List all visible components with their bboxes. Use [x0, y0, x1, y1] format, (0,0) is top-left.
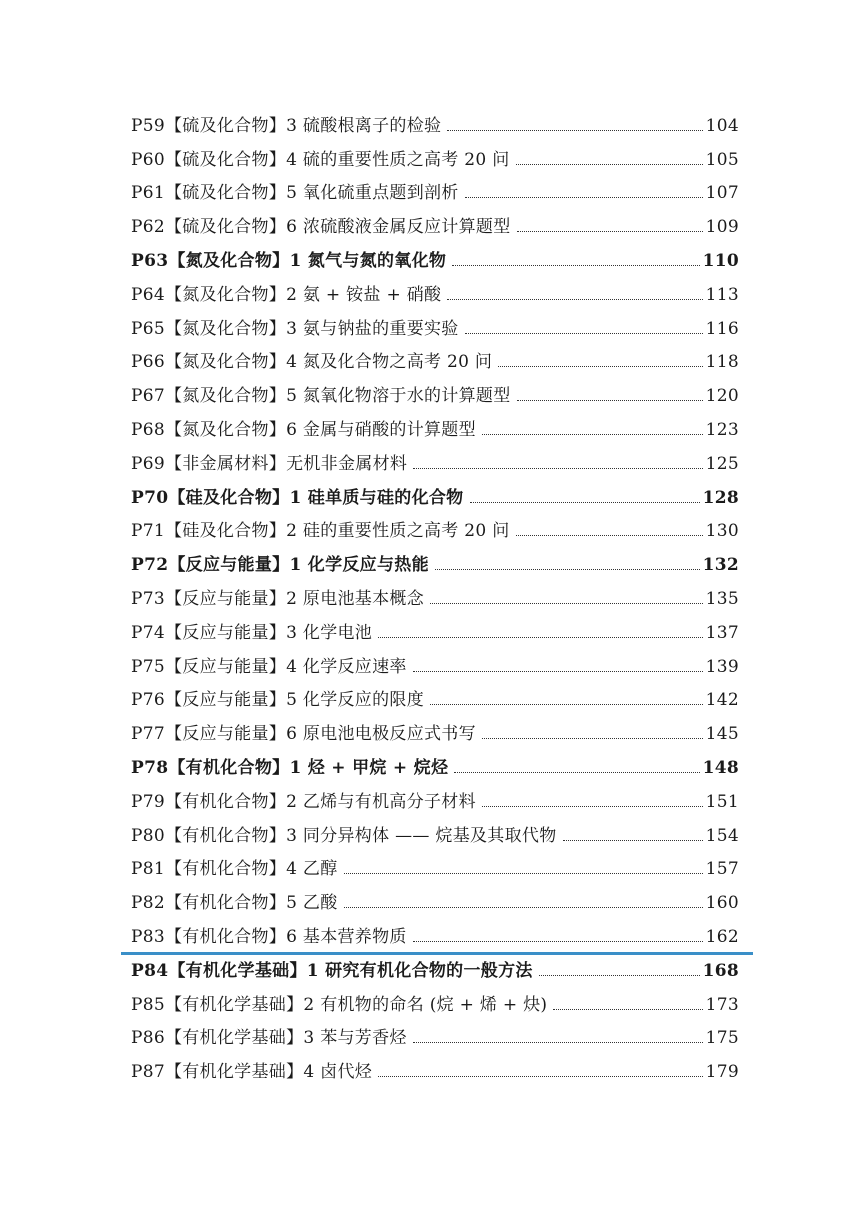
toc-leader-dots [517, 400, 703, 401]
toc-entry-title: P63【氮及化合物】1 氮气与氮的氧化物 [131, 250, 447, 271]
toc-leader-dots [539, 975, 700, 976]
toc-entry-title: P77【反应与能量】6 原电池电极反应式书写 [131, 724, 476, 745]
toc-entry-page-number: 130 [705, 521, 739, 542]
toc-entry-title: P73【反应与能量】2 原电池基本概念 [131, 588, 424, 609]
section-divider [121, 952, 753, 955]
toc-entry-title: P78【有机化合物】1 烃 + 甲烷 + 烷烃 [131, 757, 449, 778]
toc-leader-dots [430, 704, 703, 705]
toc-entry-title: P68【氮及化合物】6 金属与硝酸的计算题型 [131, 419, 476, 440]
toc-entry-page-number: 123 [705, 419, 739, 440]
toc-entry-page-number: 132 [702, 555, 739, 576]
toc-entry[interactable] [131, 345, 739, 379]
toc-entry-title: P59【硫及化合物】3 硫酸根离子的检验 [131, 115, 442, 136]
toc-entry-title: P82【有机化合物】5 乙酸 [131, 893, 338, 914]
toc-entry[interactable] [131, 852, 739, 886]
toc-entry-title: P67【氮及化合物】5 氮氧化物溶于水的计算题型 [131, 386, 511, 407]
toc-entry-title: P74【反应与能量】3 化学电池 [131, 622, 373, 643]
toc-entry-title: P79【有机化合物】2 乙烯与有机高分子材料 [131, 791, 476, 812]
toc-leader-dots [482, 738, 703, 739]
toc-entry-title: P65【氮及化合物】3 氨与钠盐的重要实验 [131, 318, 459, 339]
toc-leader-dots [378, 1076, 703, 1077]
toc-entry[interactable] [131, 649, 739, 683]
toc-entry-page-number: 125 [705, 453, 739, 474]
toc-entry[interactable] [131, 277, 739, 311]
toc-leader-dots [344, 907, 703, 908]
toc-entry-page-number: 105 [705, 149, 739, 170]
toc-entry[interactable] [131, 311, 739, 345]
toc-entry-page-number: 175 [705, 1028, 739, 1049]
toc-entry[interactable] [131, 784, 739, 818]
toc-leader-dots [435, 569, 700, 570]
toc-leader-dots [563, 840, 703, 841]
toc-entry[interactable] [131, 108, 739, 142]
toc-entry-page-number: 157 [705, 859, 739, 880]
toc-entry-page-number: 104 [705, 115, 739, 136]
toc-leader-dots [465, 197, 703, 198]
toc-leader-dots [553, 1009, 702, 1010]
toc-entry-page-number: 137 [705, 622, 739, 643]
toc-leader-dots [430, 603, 703, 604]
toc-entry-page-number: 118 [705, 352, 739, 373]
toc-entry[interactable] [131, 919, 739, 953]
toc-entry[interactable] [131, 953, 739, 987]
toc-entry-page-number: 107 [705, 183, 739, 204]
toc-entry-page-number: 173 [705, 994, 739, 1015]
toc-leader-dots [378, 637, 703, 638]
toc-entry-title: P62【硫及化合物】6 浓硫酸液金属反应计算题型 [131, 217, 511, 238]
toc-entry-title: P80【有机化合物】3 同分异构体 —— 烷基及其取代物 [131, 825, 557, 846]
toc-entry-page-number: 139 [705, 656, 739, 677]
toc-entry-page-number: 162 [705, 926, 739, 947]
toc-entry[interactable] [131, 1054, 739, 1088]
toc-entry-title: P60【硫及化合物】4 硫的重要性质之高考 20 问 [131, 149, 510, 170]
toc-entry[interactable] [131, 446, 739, 480]
toc-entry-page-number: 116 [705, 318, 739, 339]
toc-leader-dots [447, 299, 702, 300]
toc-leader-dots [452, 265, 699, 266]
toc-entry[interactable] [131, 818, 739, 852]
toc-entry-title: P61【硫及化合物】5 氧化硫重点题到剖析 [131, 183, 459, 204]
toc-leader-dots [413, 671, 703, 672]
toc-entry[interactable] [131, 514, 739, 548]
toc-leader-dots [516, 535, 703, 536]
toc-leader-dots [517, 231, 703, 232]
toc-entry-title: P72【反应与能量】1 化学反应与热能 [131, 555, 429, 576]
toc-entry-page-number: 168 [702, 960, 739, 981]
toc-entry-title: P85【有机化学基础】2 有机物的命名 (烷 + 烯 + 炔) [131, 994, 548, 1015]
toc-entry[interactable] [131, 987, 739, 1021]
toc-entry[interactable] [131, 243, 739, 277]
toc-leader-dots [413, 1042, 703, 1043]
toc-entry[interactable] [131, 378, 739, 412]
toc-leader-dots [413, 468, 702, 469]
toc-entry[interactable] [131, 142, 739, 176]
toc-entry[interactable] [131, 885, 739, 919]
toc-entry-page-number: 135 [705, 588, 739, 609]
toc-leader-dots [516, 164, 703, 165]
toc-entry[interactable] [131, 716, 739, 750]
toc-entry-title: P81【有机化合物】4 乙醇 [131, 859, 338, 880]
toc-entry-page-number: 160 [705, 893, 739, 914]
toc-entry[interactable] [131, 1021, 739, 1055]
toc-entry-title: P83【有机化合物】6 基本营养物质 [131, 926, 407, 947]
toc-leader-dots [470, 502, 700, 503]
toc-entry[interactable] [131, 480, 739, 514]
toc-entry-title: P75【反应与能量】4 化学反应速率 [131, 656, 407, 677]
toc-entry-page-number: 179 [705, 1062, 739, 1083]
toc-entry-title: P71【硅及化合物】2 硅的重要性质之高考 20 问 [131, 521, 510, 542]
toc-entry-page-number: 142 [705, 690, 739, 711]
toc-leader-dots [344, 873, 703, 874]
toc-entry[interactable] [131, 547, 739, 581]
toc-entry[interactable] [131, 581, 739, 615]
toc-entry-title: P87【有机化学基础】4 卤代烃 [131, 1062, 373, 1083]
toc-leader-dots [482, 806, 703, 807]
toc-entry[interactable] [131, 412, 739, 446]
toc-leader-dots [454, 772, 699, 773]
toc-entry-title: P64【氮及化合物】2 氨 + 铵盐 + 硝酸 [131, 284, 442, 305]
toc-entry[interactable] [131, 683, 739, 717]
toc-entry-page-number: 148 [702, 757, 739, 778]
toc-leader-dots [482, 434, 703, 435]
toc-entry-title: P86【有机化学基础】3 苯与芳香烃 [131, 1028, 407, 1049]
toc-entry-page-number: 151 [705, 791, 739, 812]
toc-entry-page-number: 128 [702, 487, 739, 508]
toc-entry-title: P69【非金属材料】无机非金属材料 [131, 453, 408, 474]
toc-entry-page-number: 109 [705, 217, 739, 238]
toc-leader-dots [465, 333, 703, 334]
toc-entry-page-number: 154 [705, 825, 739, 846]
toc-entry-title: P76【反应与能量】5 化学反应的限度 [131, 690, 424, 711]
toc-entry-page-number: 113 [705, 284, 739, 305]
toc-entry[interactable] [131, 176, 739, 210]
toc-entry[interactable] [131, 615, 739, 649]
toc-leader-dots [447, 130, 702, 131]
toc-entry[interactable] [131, 750, 739, 784]
toc-leader-dots [413, 941, 703, 942]
toc-entry-page-number: 110 [702, 250, 739, 271]
toc-entry-title: P84【有机化学基础】1 研究有机化合物的一般方法 [131, 960, 533, 981]
toc-entry-title: P70【硅及化合物】1 硅单质与硅的化合物 [131, 487, 464, 508]
toc-leader-dots [498, 366, 702, 367]
toc-entry-page-number: 120 [705, 386, 739, 407]
toc-entry-page-number: 145 [705, 724, 739, 745]
toc-entry[interactable] [131, 209, 739, 243]
toc-entry-title: P66【氮及化合物】4 氮及化合物之高考 20 问 [131, 352, 493, 373]
table-of-contents [131, 108, 739, 1088]
